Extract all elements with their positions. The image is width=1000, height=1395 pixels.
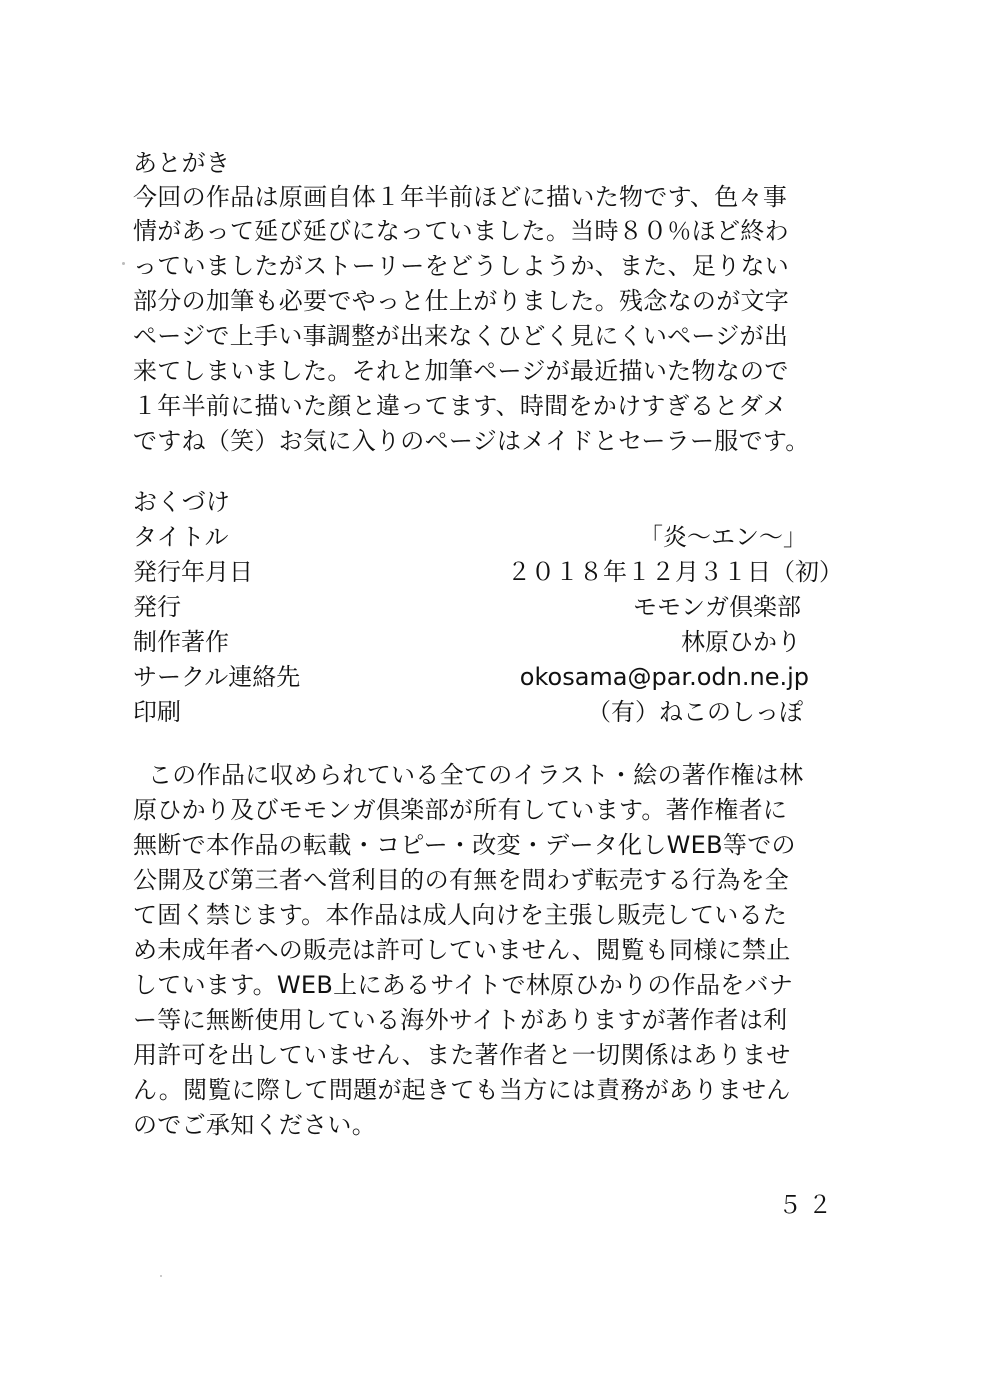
colophon-row-contact: [133, 660, 809, 694]
colophon-label: タイトル: [133, 523, 229, 551]
copyright-line: ー等に無断使用している海外サイトがありますが著作者は利: [133, 1006, 788, 1034]
colophon-label: 制作著作: [133, 628, 229, 656]
page-number: ５２: [778, 1191, 838, 1219]
colophon-value: （有）ねこのしっぽ: [587, 698, 803, 726]
copyright-line: め未成年者への販売は許可していません、閲覧も同様に禁止: [133, 936, 791, 964]
copyright-line: て固く禁じます。本作品は成人向けを主張し販売しているた: [133, 901, 788, 929]
colophon-row-publisher: [133, 590, 801, 624]
afterword-line: 情があって延び延びになっていました。当時８０％ほど終わ: [133, 217, 789, 245]
colophon-label: 発行年月日: [133, 558, 253, 586]
scan-speck: [122, 262, 125, 265]
contact-email: okosama@par.odn.ne.jp: [519, 663, 809, 691]
afterword-heading: あとがき: [133, 149, 231, 177]
copyright-line: のでご承知ください。: [133, 1111, 376, 1139]
copyright-line: 原ひかり及びモモンガ倶楽部が所有しています。著作権者に: [133, 796, 788, 824]
afterword-line: っていましたがストーリーをどうしようか、また、足りない: [133, 252, 790, 280]
afterword-line: ページで上手い事調整が出来なくひどく見にくいページが出: [133, 322, 789, 350]
colophon-label: 印刷: [133, 698, 181, 726]
copyright-line: ん。閲覧に際して問題が起きても当方には責務がありません: [133, 1076, 791, 1104]
colophon-value: 林原ひかり: [681, 628, 801, 656]
copyright-line: しています。WEB上にあるサイトで林原ひかりの作品をバナ: [133, 971, 794, 999]
colophon-value: モモンガ倶楽部: [633, 593, 801, 621]
afterword-line: １年半前に描いた顔と違ってます、時間をかけすぎるとダメ: [133, 392, 788, 420]
colophon-row-author: [133, 625, 801, 659]
colophon-value: 「炎～エン～」: [639, 523, 807, 551]
colophon-row-date: [133, 555, 843, 589]
afterword-line: 来てしまいました。それと加筆ページが最近描いた物なので: [133, 357, 789, 385]
copyright-line: 無断で本作品の転載・コピー・改変・データ化しWEB等での: [133, 831, 796, 859]
colophon-row-printer: [133, 695, 803, 729]
colophon-label: 発行: [133, 593, 181, 621]
copyright-line: 公開及び第三者へ営利目的の有無を問わず転売する行為を全: [133, 866, 790, 894]
afterword-line: ですね（笑）お気に入りのページはメイドとセーラー服です。: [133, 427, 810, 455]
afterword-line: 部分の加筆も必要でやっと仕上がりました。残念なのが文字: [133, 287, 790, 315]
colophon-label: サークル連絡先: [133, 663, 301, 691]
colophon-value: ２０１８年１２月３１日（初）: [507, 558, 843, 586]
copyright-line: この作品に収められている全てのイラスト・絵の著作権は林: [148, 761, 804, 789]
colophon-heading: おくづけ: [133, 488, 231, 516]
colophon-row-title: [133, 520, 807, 554]
copyright-line: 用許可を出していません、また著作者と一切関係はありませ: [133, 1041, 791, 1069]
scan-speck: [160, 1275, 162, 1277]
afterword-line: 今回の作品は原画自体１年半前ほどに描いた物です、色々事: [133, 183, 788, 211]
